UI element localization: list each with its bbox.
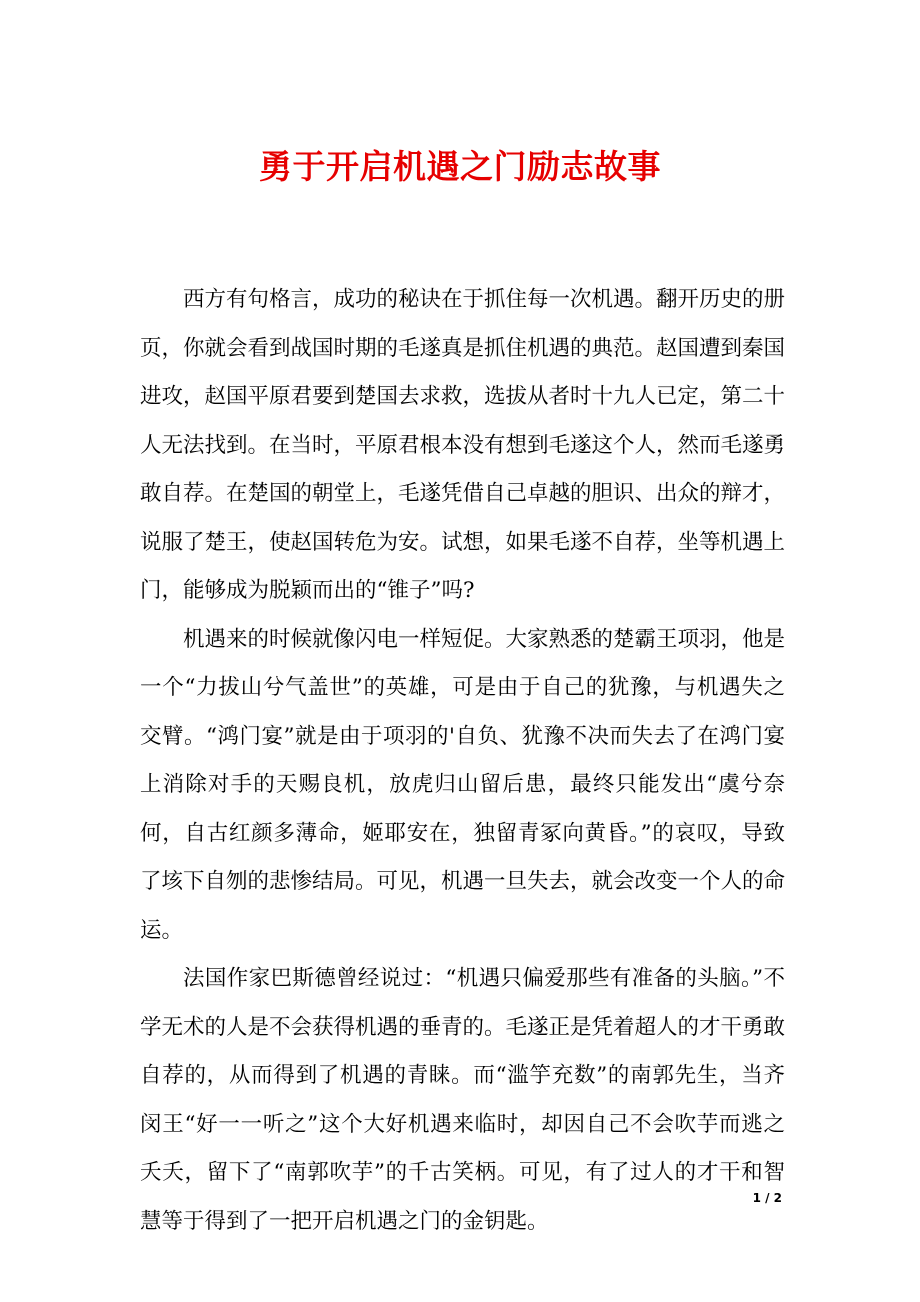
paragraph: 法国作家巴斯德曾经说过：“机遇只偏爱那些有准备的头脑。”不学无术的人是不会获得机遇的垂青的。毛遂正是凭着超人的才干勇敢自荐的，从而得到了机遇的青睐。而“滥竽充数”的南郭先生，当齐闵王“好一一听之”这个大好机遇来临时，却因自己不会吹芋而逃之夭夭，留下了“南郭吹芋”的千古笑柄。可见，有了过人的才干和智慧等于得到了一把开启机遇之门的金钥匙。 (140, 966, 786, 1234)
document-title: 勇于开启机遇之门励志故事 (259, 147, 661, 186)
page-number: 1 / 2 (752, 1191, 782, 1205)
document-body (140, 276, 785, 1246)
paragraph: 西方有句格言，成功的秘诀在于抓住每一次机遇。翻开历史的册页，你就会看到战国时期的毛遂真是抓住机遇的典范。赵国遭到秦国进攻，赵国平原君要到楚国去求救，选拔从者时十九人已定，第二十人无法找到。在当时，平原君根本没有想到毛遂这个人，然而毛遂勇敢自荐。在楚国的朝堂上，毛遂凭借自己卓越的胆识、出众的辩才，说服了楚王，使赵国转危为安。试想，如果毛遂不自荐，坐等机遇上门，能够成为脱颖而出的“锥子”吗? (140, 287, 786, 603)
paragraph: 机遇来的时候就像闪电一样短促。大家熟悉的楚霸王项羽，他是一个“力拔山兮气盖世”的英雄，可是由于自己的犹豫，与机遇失之交臂。“鸿门宴”就是由于项羽的'自负、犹豫不决而失去了在鸿门宴上消除对手的天赐良机，放虎归山留后患，最终只能发出“虞兮奈何，自古红颜多薄命，姬耶安在，独留青冢向黄昏。”的哀叹，导致了垓下自刎的悲惨结局。可见，机遇一旦失去，就会改变一个人的命运。 (140, 626, 786, 943)
